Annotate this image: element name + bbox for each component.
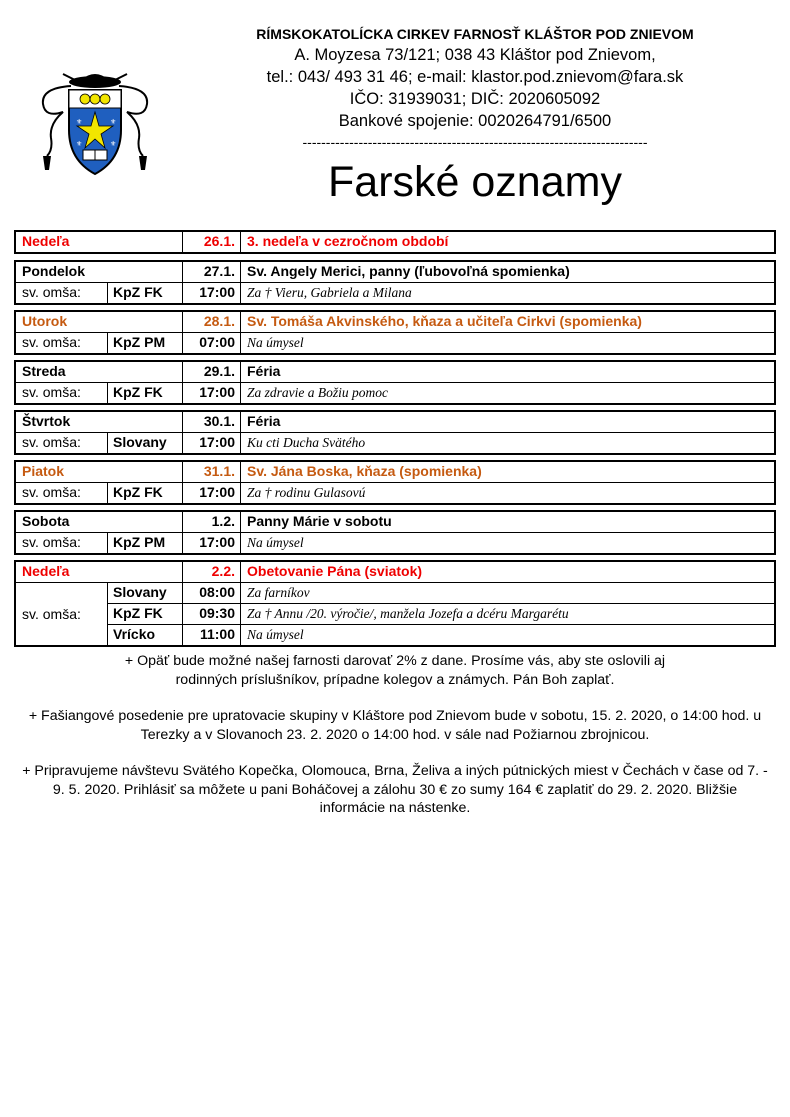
header-separator: --------------------------------------------------------------------------: [302, 134, 648, 150]
mass-intention: Za zdravie a Božiu pomoc: [247, 385, 388, 400]
announcement-item: + Fašiangové posedenie pre upratovacie skupiny v Kláštore pod Znievom bude v sobotu, 15. 2. 2020, o 14:00 hod. u Terezky a v Slovanoch 23. 2. 2020 o 14:00 hod. v sále nad Požiarnou zbrojnicou.: [28, 708, 762, 743]
day-name: Sobota: [16, 512, 183, 532]
liturgical-day: Sv. Angely Merici, panny (ľubovoľná spomienka): [247, 263, 570, 279]
mass-time: 17:00: [183, 283, 241, 303]
schedule-day: [14, 410, 776, 455]
svg-text:⚜: ⚜: [110, 118, 117, 126]
parish-contact: tel.: 043/ 493 31 46; e-mail: klastor.pod.znievom@fara.sk: [266, 68, 684, 86]
schedule-day: [14, 360, 776, 405]
mass-label: sv. omša:: [16, 383, 108, 403]
svg-text:⚜: ⚜: [110, 140, 117, 148]
day-date: 27.1.: [183, 262, 241, 282]
mass-label: sv. omša:: [16, 483, 108, 503]
parish-bank: Bankové spojenie: 0020264791/6500: [338, 112, 612, 130]
page-title: Farské oznamy: [328, 158, 622, 206]
day-date: 30.1.: [183, 412, 241, 432]
day-name: Utorok: [16, 312, 183, 332]
mass-intention: Za † rodinu Gulasovú: [247, 485, 366, 500]
liturgical-day: Féria: [247, 413, 281, 429]
liturgical-day: Sv. Jána Boska, kňaza (spomienka): [247, 463, 482, 479]
mass-label: sv. omša:: [16, 333, 108, 353]
mass-place: KpZ FK: [108, 604, 183, 624]
svg-text:⚜: ⚜: [76, 118, 83, 126]
day-name: Nedeľa: [16, 232, 183, 252]
mass-label: sv. omša:: [16, 283, 108, 303]
letterhead: [210, 24, 740, 150]
schedule-day: [14, 260, 776, 305]
mass-label: sv. omša:: [16, 433, 108, 453]
day-name: Pondelok: [16, 262, 183, 282]
parish-address: A. Moyzesa 73/121; 038 43 Kláštor pod Znievom,: [294, 46, 656, 64]
schedule-day: [14, 510, 776, 555]
mass-intention: Na úmysel: [247, 627, 304, 642]
day-date: 31.1.: [183, 462, 241, 482]
schedule-day: [14, 230, 776, 254]
mass-place: KpZ FK: [108, 383, 183, 403]
mass-time: 11:00: [183, 625, 241, 645]
schedule-day: [14, 460, 776, 505]
day-date: 28.1.: [183, 312, 241, 332]
day-date: 26.1.: [183, 232, 241, 252]
mass-intention: Na úmysel: [247, 535, 304, 550]
day-date: 2.2.: [183, 562, 241, 582]
svg-text:⚜: ⚜: [76, 140, 83, 148]
mass-time: 17:00: [183, 533, 241, 553]
day-name: Streda: [16, 362, 183, 382]
mass-place: KpZ PM: [108, 333, 183, 353]
mass-label: sv. omša:: [16, 583, 108, 645]
mass-intention: Za farníkov: [247, 585, 310, 600]
mass-intention: Za † Vieru, Gabriela a Milana: [247, 285, 412, 300]
mass-time: 17:00: [183, 483, 241, 503]
day-date: 29.1.: [183, 362, 241, 382]
mass-intention: Na úmysel: [247, 335, 304, 350]
announcement-item: + Opäť bude možné našej farnosti darovať 2% z dane. Prosíme vás, aby ste oslovili aj rodinných príslušníkov, prípadne kolegov a známych. Pán Boh zaplať.: [124, 653, 666, 688]
parish-name: RÍMSKOKATOLÍCKA CIRKEV FARNOSŤ KLÁŠTOR POD ZNIEVOM: [256, 26, 694, 42]
liturgical-day: Sv. Tomáša Akvinského, kňaza a učiteľa Cirkvi (spomienka): [247, 313, 642, 329]
mass-place: Slovany: [108, 583, 183, 603]
liturgical-day: Féria: [247, 363, 281, 379]
mass-time: 07:00: [183, 333, 241, 353]
mass-place: Slovany: [108, 433, 183, 453]
schedule-day: [14, 310, 776, 355]
mass-intention: Za † Annu /20. výročie/, manžela Jozefa a dcéru Margarétu: [247, 606, 569, 621]
liturgical-day: Panny Márie v sobotu: [247, 513, 392, 529]
liturgical-day: 3. nedeľa v cezročnom období: [247, 233, 449, 249]
liturgical-day: Obetovanie Pána (sviatok): [247, 563, 423, 579]
day-name: Štvrtok: [16, 412, 183, 432]
announcement-item: + Pripravujeme návštevu Svätého Kopečka, Olomouca, Brna, Želiva a iných pútnických miest v Čechách v čase od 7. - 9. 5. 2020. Prihlásiť sa môžete u pani Boháčovej a zálohu 30 € zo sumy 164 € zaplatiť do 29. 2. 2020. Bližšie informácie na nástenke.: [22, 763, 768, 816]
mass-time: 17:00: [183, 383, 241, 403]
parish-ids: IČO: 31939031; DIČ: 2020605092: [349, 90, 601, 108]
schedule-day: [14, 560, 776, 647]
mass-intention: Ku cti Ducha Svätého: [247, 435, 366, 450]
mass-place: Vrícko: [108, 625, 183, 645]
mass-time: 09:30: [183, 604, 241, 624]
announcements: [20, 652, 770, 836]
mass-label: sv. omša:: [16, 533, 108, 553]
mass-place: KpZ FK: [108, 283, 183, 303]
mass-time: 08:00: [183, 583, 241, 603]
mass-time: 17:00: [183, 433, 241, 453]
mass-place: KpZ PM: [108, 533, 183, 553]
day-name: Piatok: [16, 462, 183, 482]
day-date: 1.2.: [183, 512, 241, 532]
parish-crest-logo: [33, 68, 158, 178]
mass-place: KpZ FK: [108, 483, 183, 503]
day-name: Nedeľa: [16, 562, 183, 582]
